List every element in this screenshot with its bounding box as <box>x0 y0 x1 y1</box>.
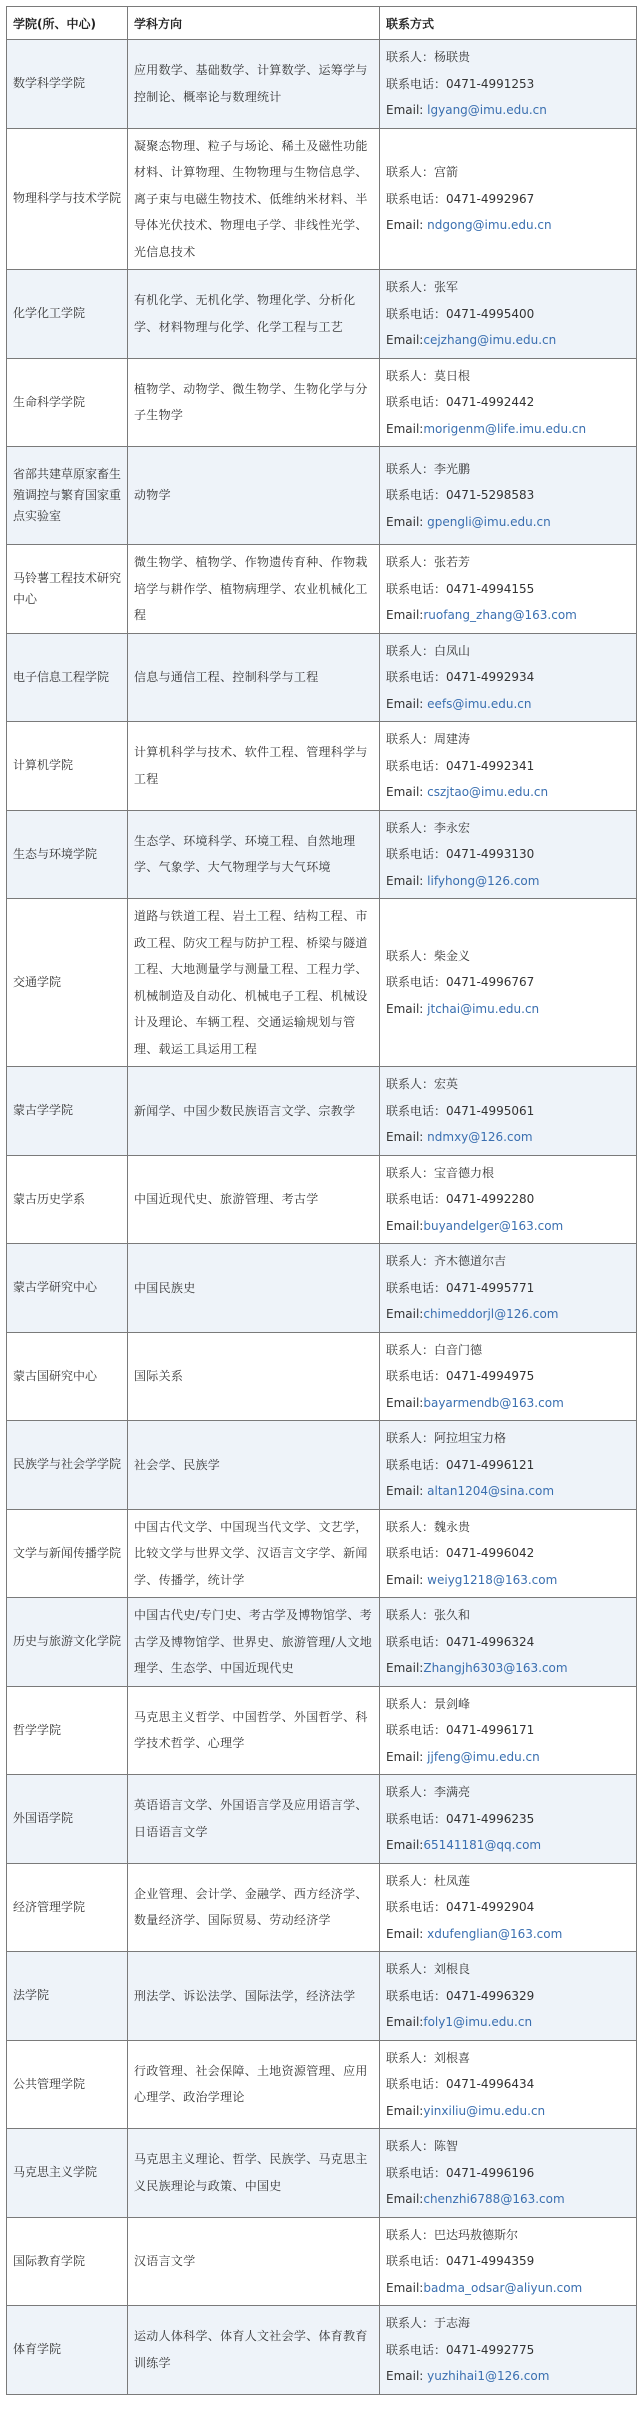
email-label: Email: <box>386 785 428 799</box>
subjects-cell <box>128 1067 380 1156</box>
subjects-cell <box>128 1775 380 1864</box>
subjects-text: 汉语言文学 <box>134 2254 196 2268</box>
unit-cell <box>7 1067 128 1156</box>
unit-cell <box>7 1952 128 2041</box>
contact-person: 联系人：宝音德力根 <box>386 1165 495 1180</box>
email-link[interactable]: gpengli@imu.edu.cn <box>427 514 551 529</box>
subjects-cell <box>128 1244 380 1333</box>
unit-cell <box>7 810 128 899</box>
email-link[interactable]: chimeddorjl@126.com <box>423 1307 559 1321</box>
unit-cell <box>7 1155 128 1244</box>
table-row <box>7 1421 637 1510</box>
contact-email-line <box>386 327 630 354</box>
contact-person: 联系人：李满亮 <box>386 1785 471 1799</box>
subjects-cell <box>128 1598 380 1687</box>
email-link[interactable]: bayarmendb@163.com <box>423 1395 564 1410</box>
unit-name: 生命科学学院 <box>13 394 86 409</box>
unit-cell <box>7 2129 128 2218</box>
table-row <box>7 447 637 545</box>
email-label: Email: <box>386 1130 428 1144</box>
table-row <box>7 1863 637 1952</box>
subjects-text: 计算机科学与技术、软件工程、管理科学与工程 <box>134 745 368 786</box>
unit-cell <box>7 358 128 447</box>
subjects-cell <box>128 40 380 129</box>
contact-phone: 联系电话：0471-4992967 <box>386 191 535 206</box>
table-row <box>7 810 637 899</box>
email-label: Email: <box>386 2369 428 2383</box>
contact-email-line <box>386 602 630 629</box>
subjects-text: 刑法学、诉讼法学、国际法学，经济法学 <box>134 1988 356 2003</box>
header-row <box>7 7 637 40</box>
table-row <box>7 40 637 129</box>
subjects-cell <box>128 899 380 1067</box>
subjects-text: 国际关系 <box>134 1369 184 1383</box>
email-link[interactable]: morigenm@life.imu.edu.cn <box>423 421 587 436</box>
unit-cell <box>7 2040 128 2129</box>
contacts-table <box>6 6 637 2395</box>
unit-name: 计算机学院 <box>13 758 74 773</box>
subjects-text: 行政管理、社会保障、土地资源管理、应用心理学、政治学理论 <box>134 2063 368 2105</box>
email-link[interactable]: jjfeng@imu.edu.cn <box>427 1749 540 1764</box>
contact-phone: 联系电话：0471-4994155 <box>386 581 535 596</box>
subjects-cell <box>128 2306 380 2395</box>
header-unit: 学院(所、中心) <box>7 7 128 40</box>
contact-email-line <box>386 1567 630 1594</box>
unit-name: 数学科学学院 <box>13 76 86 91</box>
email-label: Email: <box>386 1218 424 1233</box>
email-label: Email: <box>386 514 428 529</box>
table-row <box>7 1598 637 1687</box>
contact-email-line <box>386 2363 630 2390</box>
contact-cell <box>380 1155 637 1244</box>
unit-name: 民族学与社会学学院 <box>13 1457 122 1472</box>
contact-email-line <box>386 1301 630 1328</box>
subjects-text: 马克思主义哲学、中国哲学、外国哲学、科学技术哲学、心理学 <box>134 1709 368 1751</box>
table-row <box>7 1067 637 1156</box>
unit-cell <box>7 1863 128 1952</box>
contact-email-line <box>386 1655 630 1682</box>
contact-phone: 联系电话：0471-4995400 <box>386 306 535 321</box>
contact-cell <box>380 1952 637 2041</box>
subjects-cell <box>128 810 380 899</box>
unit-name: 马克思主义学院 <box>13 2165 98 2180</box>
unit-cell <box>7 1244 128 1333</box>
unit-cell <box>7 270 128 359</box>
subjects-cell <box>128 1155 380 1244</box>
email-label: Email: <box>386 1926 428 1941</box>
email-label: Email: <box>386 421 424 436</box>
contact-email-line <box>386 1390 630 1417</box>
email-label: Email: <box>386 2280 424 2295</box>
contact-cell <box>380 1598 637 1687</box>
contact-email-line <box>386 2275 630 2302</box>
contact-person: 联系人：张久和 <box>386 1608 471 1622</box>
email-link[interactable]: buyandelger@163.com <box>423 1218 564 1233</box>
email-link[interactable]: yuzhihai1@126.com <box>427 2369 550 2383</box>
contact-person: 联系人：白音门德 <box>386 1342 483 1357</box>
subjects-text: 中国古代史/专门史、考古学及博物馆学、考古学及博物馆学、世界史、旅游管理/人文地理学、生态学、中国近现代史 <box>134 1608 373 1675</box>
contact-cell <box>380 1509 637 1598</box>
unit-cell <box>7 899 128 1067</box>
contact-person: 联系人：宏英 <box>386 1077 459 1091</box>
unit-name: 外国语学院 <box>13 1811 74 1826</box>
unit-cell <box>7 1332 128 1421</box>
contact-phone: 联系电话：0471-4996324 <box>386 1634 535 1649</box>
contact-phone: 联系电话：0471-4995061 <box>386 1103 535 1118</box>
contact-person: 联系人：张若芳 <box>386 555 471 569</box>
email-label: Email: <box>386 2192 424 2206</box>
contact-cell <box>380 899 637 1067</box>
table-row <box>7 633 637 722</box>
contact-email-line <box>386 868 630 895</box>
contact-email-line <box>386 1921 630 1948</box>
contact-phone: 联系电话：0471-4996196 <box>386 2165 535 2180</box>
email-label: Email: <box>386 1838 424 1852</box>
email-link[interactable]: lgyang@imu.edu.cn <box>427 103 547 117</box>
contact-cell <box>380 2306 637 2395</box>
contact-phone: 联系电话：0471-4994359 <box>386 2254 535 2268</box>
contact-email-line <box>386 779 630 806</box>
subjects-cell <box>128 2129 380 2218</box>
email-link[interactable]: jtchai@imu.edu.cn <box>427 1001 540 1016</box>
table-row <box>7 128 637 270</box>
contact-phone: 联系电话：0471-4996121 <box>386 1457 535 1472</box>
subjects-text: 社会学、民族学 <box>134 1457 221 1472</box>
contact-person: 联系人：齐木德道尔吉 <box>386 1254 507 1268</box>
subjects-cell <box>128 2217 380 2306</box>
header-subject: 学科方向 <box>128 7 380 40</box>
table-row <box>7 1509 637 1598</box>
contact-phone: 联系电话：0471-4992934 <box>386 670 535 684</box>
subjects-text: 企业管理、会计学、金融学、西方经济学、数量经济学、国际贸易、劳动经济学 <box>134 1886 368 1928</box>
table-row <box>7 545 637 634</box>
contact-person: 联系人：宫箭 <box>386 165 459 179</box>
contact-phone: 联系电话：0471-4991253 <box>386 76 535 91</box>
unit-cell <box>7 1686 128 1775</box>
contact-person: 联系人：张军 <box>386 280 459 294</box>
contact-person: 联系人：魏永贵 <box>386 1519 471 1534</box>
contact-person: 联系人：李光鹏 <box>386 461 471 476</box>
subjects-text: 生态学、环境科学、环境工程、自然地理学、气象学、大气物理学与大气环境 <box>134 833 356 875</box>
contact-cell <box>380 633 637 722</box>
subjects-cell <box>128 128 380 270</box>
email-link[interactable]: badma_odsar@aliyun.com <box>423 2280 583 2295</box>
email-label: Email: <box>386 103 428 117</box>
unit-name: 生态与环境学院 <box>13 846 98 861</box>
contact-phone: 联系电话：0471-4992442 <box>386 395 535 409</box>
contact-phone: 联系电话：0471-4992904 <box>386 1900 535 1914</box>
subjects-cell <box>128 545 380 634</box>
subjects-text: 中国近现代史、旅游管理、考古学 <box>134 1192 319 1206</box>
contact-email-line <box>386 1744 630 1771</box>
contact-phone: 联系电话：0471-4992775 <box>386 2342 535 2357</box>
email-link[interactable]: eefs@imu.edu.cn <box>427 696 532 711</box>
contact-person: 联系人：杜凤莲 <box>386 1873 471 1888</box>
email-label: Email: <box>386 1749 428 1764</box>
unit-name: 蒙古学研究中心 <box>13 1280 98 1295</box>
email-link[interactable]: yinxiliu@imu.edu.cn <box>423 2103 546 2118</box>
subjects-cell <box>128 270 380 359</box>
contact-person: 联系人：白凤山 <box>386 643 471 658</box>
contact-cell <box>380 270 637 359</box>
contact-email-line <box>386 509 630 536</box>
contact-email-line <box>386 1124 630 1151</box>
subjects-text: 有机化学、无机化学、物理化学、分析化学、材料物理与化学、化学工程与工艺 <box>134 293 356 334</box>
unit-name: 国际教育学院 <box>13 2253 86 2268</box>
contact-phone: 联系电话：0471-4992341 <box>386 758 535 773</box>
email-label: Email: <box>386 2015 424 2029</box>
subjects-text: 微生物学、植物学、作物遗传育种、作物栽培学与耕作学、植物病理学、农业机械化工程 <box>134 555 368 622</box>
subjects-cell <box>128 447 380 545</box>
contact-cell <box>380 545 637 634</box>
email-label: Email: <box>386 1484 428 1498</box>
contact-cell <box>380 1067 637 1156</box>
unit-name: 体育学院 <box>13 2342 62 2357</box>
contact-email-line <box>386 2098 630 2125</box>
unit-name: 蒙古历史学系 <box>13 1191 86 1206</box>
email-link[interactable]: ndgong@imu.edu.cn <box>427 218 552 232</box>
subjects-text: 英语语言文学、外国语言学及应用语言学、日语语言文学 <box>134 1798 368 1839</box>
unit-cell <box>7 1509 128 1598</box>
subjects-cell <box>128 358 380 447</box>
email-link[interactable]: ndmxy@126.com <box>427 1130 533 1144</box>
contact-person: 联系人：陈智 <box>386 2139 459 2153</box>
contact-email-line <box>386 2186 630 2213</box>
unit-name: 蒙古学学院 <box>13 1103 74 1118</box>
subjects-text: 马克思主义理论、哲学、民族学、马克思主义民族理论与政策、中国史 <box>134 2152 368 2193</box>
email-link[interactable]: cszjtao@imu.edu.cn <box>427 785 549 799</box>
contact-cell <box>380 1775 637 1864</box>
contact-cell <box>380 1686 637 1775</box>
unit-name: 马铃薯工程技术研究中心 <box>13 570 122 606</box>
email-label: Email: <box>386 1395 424 1410</box>
unit-name: 哲学学院 <box>13 1722 62 1737</box>
unit-name: 历史与旅游文化学院 <box>13 1634 122 1649</box>
email-link[interactable]: 65141181@qq.com <box>423 1838 542 1852</box>
email-link[interactable]: altan1204@sina.com <box>427 1484 555 1498</box>
contact-person: 联系人：阿拉坦宝力格 <box>386 1431 507 1445</box>
unit-cell <box>7 2217 128 2306</box>
subjects-cell <box>128 1421 380 1510</box>
unit-cell <box>7 1775 128 1864</box>
unit-name: 文学与新闻传播学院 <box>13 1545 122 1560</box>
email-link[interactable]: chenzhi6788@163.com <box>423 2192 565 2206</box>
contact-person: 联系人：柴金义 <box>386 948 471 963</box>
unit-name: 法学院 <box>13 1988 50 2003</box>
unit-name: 公共管理学院 <box>13 2076 86 2091</box>
contact-cell <box>380 810 637 899</box>
contact-person: 联系人：景剑峰 <box>386 1696 471 1711</box>
contact-cell <box>380 447 637 545</box>
subjects-cell <box>128 722 380 811</box>
unit-cell <box>7 1598 128 1687</box>
contact-email-line <box>386 996 630 1023</box>
table-row <box>7 270 637 359</box>
contact-email-line <box>386 1478 630 1505</box>
contact-person: 联系人：杨联贵 <box>386 50 471 64</box>
contact-phone: 联系电话：0471-4996434 <box>386 2077 535 2091</box>
email-label: Email: <box>386 696 428 711</box>
email-link[interactable]: lifyhong@126.com <box>427 873 540 888</box>
table-row <box>7 722 637 811</box>
subjects-text: 应用数学、基础数学、计算数学、运筹学与控制论、概率论与数理统计 <box>134 63 368 104</box>
unit-cell <box>7 1421 128 1510</box>
contact-email-line <box>386 416 630 443</box>
contact-phone: 联系电话：0471-4996171 <box>386 1723 535 1737</box>
email-label: Email: <box>386 608 424 622</box>
contact-phone: 联系电话：0471-4996235 <box>386 1811 535 1826</box>
subjects-text: 植物学、动物学、微生物学、生物化学与分子生物学 <box>134 381 368 423</box>
unit-cell <box>7 40 128 129</box>
table-row <box>7 2129 637 2218</box>
contact-cell <box>380 1421 637 1510</box>
contact-cell <box>380 1863 637 1952</box>
subjects-text: 信息与通信工程、控制科学与工程 <box>134 670 319 684</box>
unit-name: 电子信息工程学院 <box>13 669 110 684</box>
email-label: Email: <box>386 2103 424 2118</box>
subjects-cell <box>128 1952 380 2041</box>
unit-cell <box>7 722 128 811</box>
email-label: Email: <box>386 218 428 232</box>
contact-phone: 联系电话：0471-4996329 <box>386 1988 535 2003</box>
unit-name: 交通学院 <box>13 975 62 989</box>
table-row <box>7 358 637 447</box>
contact-cell <box>380 722 637 811</box>
unit-name: 经济管理学院 <box>13 1899 86 1914</box>
contact-person: 联系人：巴达玛敖德斯尔 <box>386 2227 519 2242</box>
table-row <box>7 899 637 1067</box>
subjects-text: 中国民族史 <box>134 1280 196 1295</box>
email-link[interactable]: foly1@imu.edu.cn <box>423 2015 533 2029</box>
contact-phone: 联系电话：0471-5298583 <box>386 488 535 503</box>
unit-cell <box>7 633 128 722</box>
contact-cell <box>380 2040 637 2129</box>
unit-name: 化学化工学院 <box>13 306 86 321</box>
email-label: Email: <box>386 1001 428 1016</box>
table-row <box>7 1686 637 1775</box>
contact-cell <box>380 40 637 129</box>
contact-cell <box>380 1332 637 1421</box>
contact-phone: 联系电话：0471-4994975 <box>386 1369 535 1383</box>
contact-email-line <box>386 1213 630 1240</box>
contact-email-line <box>386 212 630 239</box>
subjects-cell <box>128 2040 380 2129</box>
contact-cell <box>380 2129 637 2218</box>
contact-person: 联系人：刘根良 <box>386 1962 471 1976</box>
subjects-text: 新闻学、中国少数民族语言文学、宗教学 <box>134 1103 356 1118</box>
subjects-text: 运动人体科学、体育人文社会学、体育教育训练学 <box>134 2329 368 2370</box>
contact-email-line <box>386 2009 630 2036</box>
table-row <box>7 2040 637 2129</box>
contact-email-line <box>386 1832 630 1859</box>
contact-person: 联系人：周建涛 <box>386 732 471 746</box>
contact-cell <box>380 2217 637 2306</box>
email-link[interactable]: weiyg1218@163.com <box>427 1572 558 1587</box>
contact-person: 联系人：李永宏 <box>386 820 471 835</box>
subjects-text: 道路与铁道工程、岩土工程、结构工程、市政工程、防灾工程与防护工程、桥梁与隧道工程、大地测量学与测量工程、工程力学、机械制造及自动化、机械电子工程、机械设计及理论、车辆工程、交通运输规划与管理、载运工具运用工程 <box>134 909 368 1056</box>
table-body <box>7 40 637 2395</box>
subjects-text: 动物学 <box>134 488 171 503</box>
table-row <box>7 1244 637 1333</box>
contact-person: 联系人：于志海 <box>386 2316 471 2330</box>
table-row <box>7 2306 637 2395</box>
contact-cell <box>380 358 637 447</box>
table-row <box>7 2217 637 2306</box>
contact-phone: 联系电话：0471-4996042 <box>386 1546 535 1560</box>
unit-name: 物理科学与技术学院 <box>13 191 122 206</box>
table-row <box>7 1155 637 1244</box>
email-link[interactable]: ruofang_zhang@163.com <box>423 608 577 622</box>
email-link[interactable]: xdufenglian@163.com <box>427 1926 563 1941</box>
subjects-cell <box>128 1509 380 1598</box>
contact-phone: 联系电话：0471-4992280 <box>386 1192 535 1206</box>
table-row <box>7 1332 637 1421</box>
unit-cell <box>7 545 128 634</box>
contact-phone: 联系电话：0471-4993130 <box>386 847 535 861</box>
subjects-cell <box>128 633 380 722</box>
contact-phone: 联系电话：0471-4995771 <box>386 1280 535 1295</box>
table-row <box>7 1775 637 1864</box>
table-row <box>7 1952 637 2041</box>
contact-cell <box>380 128 637 270</box>
contact-email-line <box>386 97 630 124</box>
table-header <box>7 7 637 40</box>
contact-cell <box>380 1244 637 1333</box>
contact-person: 联系人：莫日根 <box>386 368 471 383</box>
email-link[interactable]: Zhangjh6303@163.com <box>423 1661 568 1675</box>
subjects-cell <box>128 1863 380 1952</box>
header-contact: 联系方式 <box>380 7 637 40</box>
email-label: Email: <box>386 1572 428 1587</box>
email-label: Email: <box>386 1307 424 1321</box>
email-label: Email: <box>386 873 428 888</box>
contact-phone: 联系电话：0471-4996767 <box>386 975 535 990</box>
unit-cell <box>7 2306 128 2395</box>
subjects-cell <box>128 1686 380 1775</box>
email-label: Email: <box>386 1661 424 1675</box>
unit-cell <box>7 447 128 545</box>
subjects-text: 凝聚态物理、粒子与场论、稀土及磁性功能材料、计算物理、生物物理与生物信息学、离子束与电磁生物技术、低维纳米材料、半导体光伏技术、物理电子学、非线性光学、光信息技术 <box>134 138 368 259</box>
subjects-cell <box>128 1332 380 1421</box>
unit-name: 省部共建草原家畜生殖调控与繁育国家重点实验室 <box>13 467 122 523</box>
email-label: Email: <box>386 333 424 347</box>
unit-cell <box>7 128 128 270</box>
subjects-text: 中国古代文学、中国现当代文学、文艺学，比较文学与世界文学、汉语言文字学、新闻学、传播学，统计学 <box>134 1519 368 1587</box>
email-link[interactable]: cejzhang@imu.edu.cn <box>423 333 557 347</box>
unit-name: 蒙古国研究中心 <box>13 1368 98 1383</box>
contact-email-line <box>386 691 630 718</box>
contact-person: 联系人：刘根喜 <box>386 2050 471 2065</box>
